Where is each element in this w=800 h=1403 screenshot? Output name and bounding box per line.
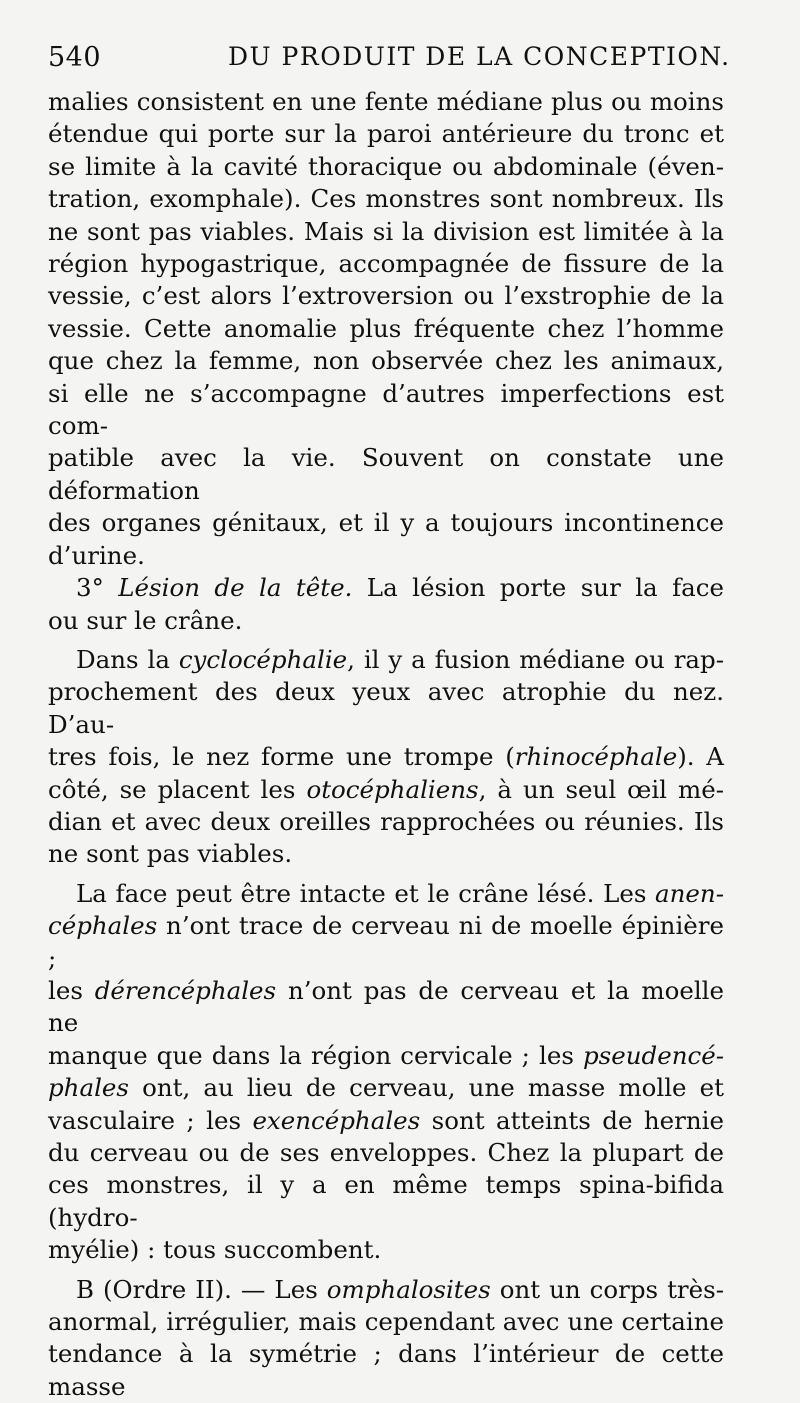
text-line [48, 1040, 724, 1072]
text-span: vasculaire ; les [48, 1105, 253, 1135]
italic-term: otocéphaliens [306, 774, 479, 804]
paragraph-anomalies [48, 86, 724, 572]
text-line: étendue qui porte sur la paroi antérieure du tronc et [48, 119, 724, 149]
text-line: anormal, irrégulier, mais cependant avec une certaine [48, 1307, 724, 1337]
paragraph-crane-lese [48, 878, 724, 1267]
italic-term: dérencéphales [94, 975, 277, 1005]
text-line: prochement des deux yeux avec atrophie du nez. D’au- [48, 677, 724, 739]
text-line: ces monstres, il y a en même temps spina-bifida (hydro- [48, 1170, 724, 1232]
text-line [48, 975, 724, 1040]
italic-term: rhinocéphale [514, 742, 678, 772]
text-line: tendance à la symétrie ; dans l’intérieur de cette masse [48, 1339, 724, 1401]
text-line: région hypogastrique, accompagnée de fissure de la [48, 249, 724, 279]
text-line [48, 572, 724, 604]
section-number: 3° [76, 573, 119, 603]
running-title: DU PRODUIT DE LA CONCEPTION. [228, 42, 731, 71]
text-span: n’ont trace de cerveau ni de moelle épinière ; [48, 911, 724, 973]
text-span: côté, se placent les [48, 774, 307, 804]
text-span: B (Ordre II). — Les [76, 1274, 327, 1304]
page-header [48, 42, 748, 82]
text-line [48, 910, 724, 975]
paragraph-omphalosites [48, 1274, 724, 1403]
text-span: La face peut être intacte et le crâne lésé. Les [76, 878, 656, 908]
paragraph-cyclocephalie [48, 644, 724, 871]
italic-term: céphales [48, 911, 158, 941]
text-span: manque que dans la région cervicale ; les [48, 1040, 583, 1070]
text-line: que chez la femme, non observée chez les animaux, [48, 346, 724, 376]
text-line [48, 878, 724, 910]
text-span: La lésion porte sur la face [352, 573, 724, 603]
text-line: si elle ne s’accompagne d’autres imperfections est com- [48, 378, 724, 441]
italic-term: omphalosites [326, 1274, 491, 1304]
section-heading: Lésion de la tête. [118, 573, 353, 603]
text-line: patible avec la vie. Souvent on constate une déformation [48, 443, 724, 505]
text-line: ne sont pas viables. Mais si la division est limitée à la [48, 216, 724, 246]
italic-term: cyclocéphalie [178, 644, 348, 674]
text-line [48, 774, 724, 806]
italic-term: phales [48, 1073, 129, 1103]
text-line: myélie) : tous succombent. [48, 1235, 382, 1265]
text-span: Dans la [76, 644, 179, 674]
text-line: vessie. Cette anomalie plus fréquente chez l’homme [48, 313, 724, 343]
text-line: tration, exomphale). Ces monstres sont nombreux. Ils [48, 184, 724, 214]
text-line [48, 1105, 724, 1137]
text-line: ne sont pas viables. [48, 839, 293, 869]
text-line [48, 1274, 724, 1306]
text-line: des organes génitaux, et il y a toujours incontinence [48, 508, 724, 538]
text-line: vessie, c’est alors l’extroversion ou l’exstrophie de la [48, 281, 724, 311]
body-text [48, 86, 724, 1403]
italic-term: pseudencé- [583, 1040, 724, 1070]
italic-term: exencéphales [252, 1105, 421, 1135]
text-line [48, 644, 724, 676]
text-line: d’urine. [48, 540, 145, 570]
text-span: tres fois, le nez forme une trompe ( [48, 742, 515, 772]
text-span: ont un corps très- [490, 1274, 724, 1304]
text-span: les [48, 975, 95, 1005]
text-line: dian et avec deux oreilles rapprochées ou réunies. Ils [48, 806, 724, 836]
text-span: sont atteints de hernie [420, 1105, 724, 1135]
text-span: , à un seul œil mé- [478, 774, 724, 804]
text-line: malies consistent en une fente médiane plus ou moins [48, 87, 724, 116]
italic-term: anen- [655, 878, 724, 908]
text-line [48, 1072, 724, 1104]
text-line [48, 741, 724, 773]
text-span: n’ont pas de cerveau et la moelle ne [48, 975, 724, 1038]
text-line: se limite à la cavité thoracique ou abdominale (éven- [48, 151, 724, 181]
text-line: du cerveau ou de ses enveloppes. Chez la plupart de [48, 1138, 724, 1167]
text-line: ou sur le crâne. [48, 605, 243, 635]
text-span: , il y a fusion médiane ou rap- [347, 644, 725, 674]
text-span: ). A [677, 742, 725, 772]
page-number: 540 [48, 42, 102, 73]
text-span: ont, au lieu de cerveau, une masse molle et [128, 1073, 724, 1103]
paragraph-lesion-tete [48, 572, 724, 637]
